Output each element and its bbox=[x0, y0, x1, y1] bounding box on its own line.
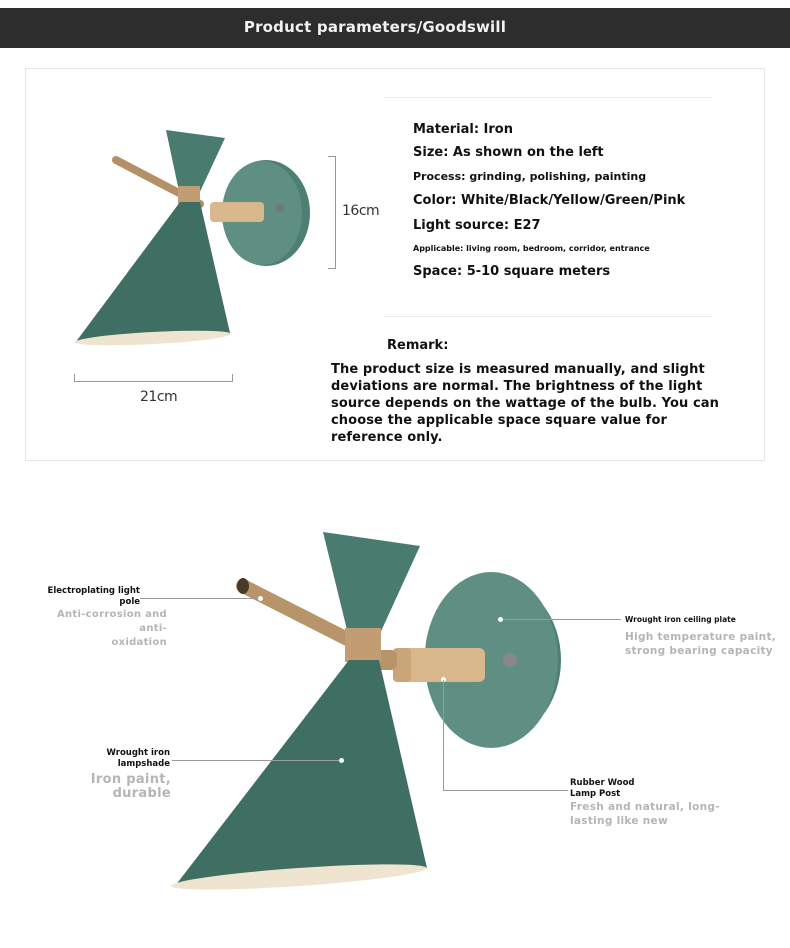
divider-top bbox=[383, 97, 713, 98]
height-dimension-label: 16cm bbox=[342, 203, 380, 219]
page-title: Product parameters/Goodswill bbox=[243, 18, 507, 36]
callout-post-leader-horizontal bbox=[443, 790, 568, 791]
callout-pole-leader bbox=[140, 598, 260, 599]
spec-material: Material: Iron bbox=[413, 122, 513, 137]
spec-space: Space: 5-10 square meters bbox=[413, 264, 611, 279]
spec-size: Size: As shown on the left bbox=[413, 145, 604, 160]
width-dimension-label: 21cm bbox=[140, 389, 178, 405]
callout-lampshade-leader bbox=[172, 760, 342, 761]
callout-plate-subtitle: High temperature paint, strong bearing capacity bbox=[625, 631, 777, 657]
callout-plate-title: Wrought iron ceiling plate bbox=[625, 615, 736, 624]
spec-process: Process: grinding, polishing, painting bbox=[413, 170, 647, 183]
callout-plate-leader bbox=[503, 619, 621, 620]
remark-body: The product size is measured manually, and slight deviations are normal. The brightness of the light source depends on the wattage of the bulb. You can choose the applicable space square value for reference only. bbox=[331, 362, 719, 445]
callout-lampshade-dot bbox=[339, 758, 344, 763]
callout-pole-dot bbox=[258, 596, 263, 601]
remark-title: Remark: bbox=[387, 338, 449, 353]
spec-applicable: Applicable: living room, bedroom, corridor, entrance bbox=[413, 244, 650, 253]
header-bar bbox=[0, 8, 790, 48]
callout-lampshade-subtitle: Iron paint, durable bbox=[90, 772, 171, 801]
spec-color: Color: White/Black/Yellow/Green/Pink bbox=[413, 193, 686, 208]
callout-post-subtitle: Fresh and natural, long- lasting like new bbox=[570, 801, 720, 827]
spec-light-source: Light source: E27 bbox=[413, 218, 541, 233]
callout-post-title: Rubber Wood Lamp Post bbox=[570, 778, 635, 799]
height-dimension-line bbox=[328, 156, 336, 269]
lamp-small-image bbox=[70, 120, 320, 355]
callout-pole-title: Electroplating light pole bbox=[47, 586, 140, 607]
lamp-large-image bbox=[165, 520, 575, 900]
width-dimension-line bbox=[74, 374, 233, 382]
callout-post-leader-vertical bbox=[443, 680, 444, 790]
callout-lampshade-title: Wrought iron lampshade bbox=[106, 748, 170, 769]
callout-pole-subtitle: Anti-corrosion and anti- oxidation bbox=[56, 609, 167, 648]
divider-bottom bbox=[383, 316, 713, 317]
